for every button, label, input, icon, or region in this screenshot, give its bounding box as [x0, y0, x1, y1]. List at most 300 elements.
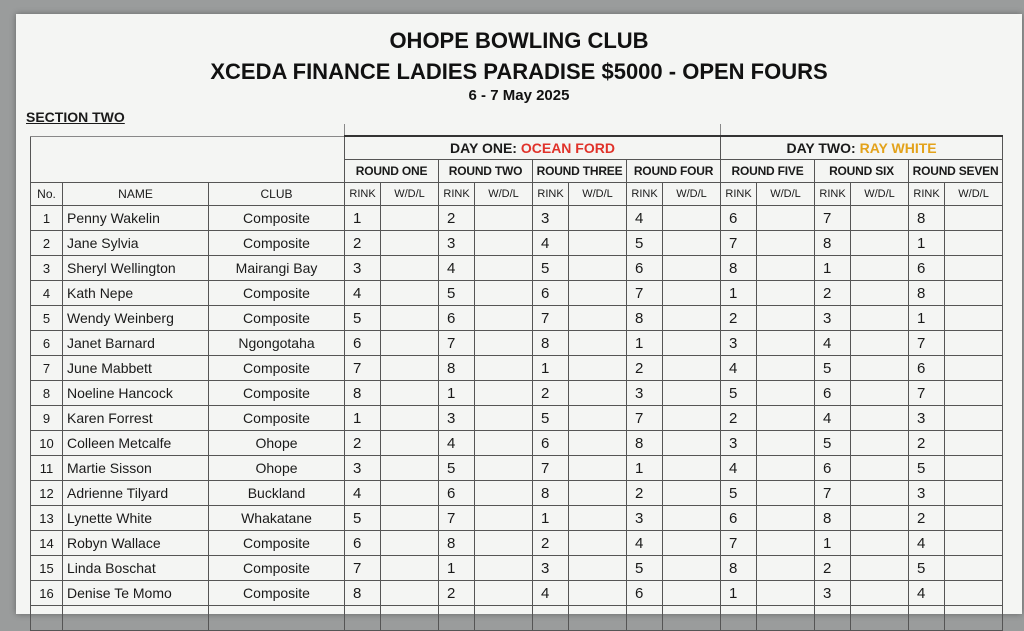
rink-cell: 2 [721, 406, 757, 431]
wdl-cell[interactable] [569, 281, 627, 306]
player-club: Composite [209, 531, 345, 556]
wdl-cell[interactable] [851, 556, 909, 581]
wdl-cell[interactable] [475, 331, 533, 356]
table-row [31, 456, 1003, 481]
wdl-cell[interactable] [945, 431, 1003, 456]
wdl-cell[interactable] [569, 381, 627, 406]
player-club: Composite [209, 556, 345, 581]
wdl-cell[interactable] [569, 506, 627, 531]
rink-cell: 5 [627, 231, 663, 256]
wdl-cell[interactable] [475, 256, 533, 281]
wdl-cell[interactable] [475, 206, 533, 231]
wdl-cell[interactable] [663, 481, 721, 506]
rink-cell: 5 [345, 506, 381, 531]
rink-cell: 2 [533, 381, 569, 406]
empty-cell [381, 606, 439, 631]
player-number: 11 [31, 456, 63, 481]
rink-cell: 7 [345, 556, 381, 581]
player-club: Whakatane [209, 506, 345, 531]
rink-cell: 6 [909, 356, 945, 381]
table-body [31, 125, 1003, 631]
wdl-cell[interactable] [381, 581, 439, 606]
rink-cell: 7 [815, 206, 851, 231]
wdl-cell[interactable] [663, 331, 721, 356]
wdl-cell[interactable] [851, 431, 909, 456]
empty-cell [533, 606, 569, 631]
wdl-cell[interactable] [381, 231, 439, 256]
empty-cell [815, 606, 851, 631]
rink-cell: 2 [909, 506, 945, 531]
rink-cell: 8 [721, 256, 757, 281]
rink-cell: 7 [533, 456, 569, 481]
player-club: Ohope [209, 431, 345, 456]
wdl-cell[interactable] [757, 456, 815, 481]
wdl-cell[interactable] [757, 331, 815, 356]
wdl-cell[interactable] [851, 581, 909, 606]
table-row [31, 531, 1003, 556]
section-title: SECTION TWO [26, 109, 125, 125]
rink-header: RINK [909, 183, 945, 206]
wdl-cell[interactable] [663, 381, 721, 406]
rink-cell: 7 [345, 356, 381, 381]
rink-cell: 4 [815, 331, 851, 356]
rink-cell: 8 [533, 331, 569, 356]
rink-cell: 1 [345, 406, 381, 431]
wdl-cell[interactable] [569, 581, 627, 606]
rink-cell: 1 [439, 381, 475, 406]
rink-cell: 2 [439, 206, 475, 231]
rink-cell: 8 [533, 481, 569, 506]
wdl-cell[interactable] [381, 331, 439, 356]
wdl-cell[interactable] [663, 456, 721, 481]
player-name: Kath Nepe [63, 281, 209, 306]
round-one-header: ROUND ONE [345, 160, 439, 183]
player-club: Composite [209, 306, 345, 331]
wdl-cell[interactable] [945, 381, 1003, 406]
rink-cell: 8 [439, 356, 475, 381]
wdl-cell[interactable] [757, 431, 815, 456]
empty-cell [63, 606, 209, 631]
wdl-cell[interactable] [663, 506, 721, 531]
rink-cell: 2 [815, 556, 851, 581]
empty-cell [209, 606, 345, 631]
rink-cell: 6 [439, 306, 475, 331]
wdl-cell[interactable] [757, 256, 815, 281]
event-dates: 6 - 7 May 2025 [468, 87, 570, 104]
wdl-cell[interactable] [475, 456, 533, 481]
wdl-cell[interactable] [663, 581, 721, 606]
rink-cell: 3 [909, 481, 945, 506]
wdl-cell[interactable] [569, 406, 627, 431]
day-one-header: DAY ONE: OCEAN FORD [345, 136, 721, 160]
player-name: Colleen Metcalfe [63, 431, 209, 456]
rink-cell: 7 [439, 506, 475, 531]
rink-cell: 7 [721, 531, 757, 556]
wdl-cell[interactable] [381, 306, 439, 331]
wdl-cell[interactable] [945, 281, 1003, 306]
round-five-header: ROUND FIVE [721, 160, 815, 183]
wdl-cell[interactable] [851, 356, 909, 381]
wdl-cell[interactable] [945, 581, 1003, 606]
rink-cell: 1 [533, 506, 569, 531]
no-header: No. [31, 183, 63, 206]
table-row [31, 556, 1003, 581]
player-number: 3 [31, 256, 63, 281]
rink-cell: 2 [627, 481, 663, 506]
rink-cell: 5 [909, 556, 945, 581]
rink-cell: 1 [533, 356, 569, 381]
rink-cell: 2 [439, 581, 475, 606]
wdl-cell[interactable] [851, 231, 909, 256]
rink-cell: 2 [627, 356, 663, 381]
rink-cell: 4 [815, 406, 851, 431]
player-name: Wendy Weinberg [63, 306, 209, 331]
rink-cell: 7 [909, 331, 945, 356]
wdl-cell[interactable] [381, 481, 439, 506]
rink-cell: 4 [909, 531, 945, 556]
player-name: Robyn Wallace [63, 531, 209, 556]
draw-table [30, 124, 1003, 631]
rink-cell: 2 [909, 431, 945, 456]
rink-cell: 6 [815, 381, 851, 406]
table-row [31, 481, 1003, 506]
rink-cell: 3 [439, 406, 475, 431]
wdl-cell[interactable] [945, 481, 1003, 506]
rink-cell: 6 [815, 456, 851, 481]
wdl-cell[interactable] [757, 231, 815, 256]
rink-cell: 2 [815, 281, 851, 306]
rink-cell: 8 [345, 581, 381, 606]
empty-cell [721, 606, 757, 631]
rink-cell: 3 [533, 206, 569, 231]
rink-cell: 2 [533, 531, 569, 556]
wdl-header: W/D/L [851, 183, 909, 206]
wdl-cell[interactable] [757, 281, 815, 306]
rink-header: RINK [815, 183, 851, 206]
round-four-header: ROUND FOUR [627, 160, 721, 183]
wdl-cell[interactable] [569, 481, 627, 506]
wdl-cell[interactable] [757, 356, 815, 381]
wdl-header: W/D/L [569, 183, 627, 206]
rink-cell: 6 [345, 531, 381, 556]
round-three-header: ROUND THREE [533, 160, 627, 183]
rink-cell: 4 [533, 581, 569, 606]
empty-cell [757, 606, 815, 631]
table-row [31, 231, 1003, 256]
rink-cell: 7 [627, 281, 663, 306]
rink-cell: 8 [439, 531, 475, 556]
rink-cell: 6 [721, 506, 757, 531]
rink-cell: 8 [909, 206, 945, 231]
wdl-cell[interactable] [475, 306, 533, 331]
rink-cell: 4 [439, 431, 475, 456]
rink-cell: 7 [909, 381, 945, 406]
wdl-cell[interactable] [851, 256, 909, 281]
empty-cell [475, 606, 533, 631]
rink-cell: 5 [815, 431, 851, 456]
empty-cell [31, 606, 63, 631]
player-name: Linda Boschat [63, 556, 209, 581]
rink-cell: 3 [345, 256, 381, 281]
day-two-header: DAY TWO: RAY WHITE [721, 136, 1003, 160]
wdl-cell[interactable] [851, 406, 909, 431]
wdl-cell[interactable] [475, 281, 533, 306]
table-row [31, 281, 1003, 306]
player-name: Janet Barnard [63, 331, 209, 356]
rink-header: RINK [345, 183, 381, 206]
player-number: 4 [31, 281, 63, 306]
player-name: Penny Wakelin [63, 206, 209, 231]
wdl-cell[interactable] [381, 206, 439, 231]
wdl-cell[interactable] [945, 331, 1003, 356]
rink-cell: 1 [909, 231, 945, 256]
wdl-cell[interactable] [475, 356, 533, 381]
wdl-cell[interactable] [569, 456, 627, 481]
rink-cell: 4 [627, 206, 663, 231]
wdl-cell[interactable] [475, 481, 533, 506]
empty-row [31, 606, 1003, 631]
day-one-sponsor: OCEAN FORD [520, 140, 615, 156]
rink-cell: 3 [721, 331, 757, 356]
wdl-cell[interactable] [663, 531, 721, 556]
wdl-cell[interactable] [381, 556, 439, 581]
rink-cell: 1 [815, 531, 851, 556]
empty-cell [439, 606, 475, 631]
wdl-cell[interactable] [945, 306, 1003, 331]
rink-cell: 5 [439, 281, 475, 306]
wdl-cell[interactable] [945, 506, 1003, 531]
wdl-cell[interactable] [757, 531, 815, 556]
wdl-cell[interactable] [663, 206, 721, 231]
wdl-cell[interactable] [475, 381, 533, 406]
player-number: 1 [31, 206, 63, 231]
wdl-cell[interactable] [475, 406, 533, 431]
wdl-cell[interactable] [757, 206, 815, 231]
player-number: 12 [31, 481, 63, 506]
wdl-cell[interactable] [663, 406, 721, 431]
player-club: Buckland [209, 481, 345, 506]
wdl-cell[interactable] [663, 556, 721, 581]
rink-cell: 8 [627, 306, 663, 331]
player-number: 10 [31, 431, 63, 456]
wdl-cell[interactable] [569, 206, 627, 231]
wdl-cell[interactable] [381, 281, 439, 306]
rink-cell: 5 [721, 481, 757, 506]
wdl-cell[interactable] [381, 531, 439, 556]
table-row [31, 381, 1003, 406]
player-name: Jane Sylvia [63, 231, 209, 256]
wdl-cell[interactable] [757, 381, 815, 406]
wdl-cell[interactable] [475, 431, 533, 456]
wdl-cell[interactable] [381, 381, 439, 406]
empty-cell [663, 606, 721, 631]
wdl-cell[interactable] [475, 506, 533, 531]
rink-cell: 4 [627, 531, 663, 556]
wdl-cell[interactable] [569, 556, 627, 581]
rink-cell: 8 [815, 231, 851, 256]
wdl-cell[interactable] [757, 481, 815, 506]
wdl-cell[interactable] [757, 506, 815, 531]
rink-cell: 8 [345, 381, 381, 406]
rink-cell: 7 [815, 481, 851, 506]
wdl-cell[interactable] [381, 406, 439, 431]
rink-cell: 3 [627, 381, 663, 406]
wdl-header: W/D/L [945, 183, 1003, 206]
round-seven-header: ROUND SEVEN [909, 160, 1003, 183]
wdl-cell[interactable] [757, 406, 815, 431]
wdl-cell[interactable] [851, 381, 909, 406]
rink-cell: 3 [815, 581, 851, 606]
player-club: Mairangi Bay [209, 256, 345, 281]
player-number: 7 [31, 356, 63, 381]
wdl-cell[interactable] [945, 356, 1003, 381]
wdl-cell[interactable] [851, 206, 909, 231]
table-row [31, 306, 1003, 331]
table-row [31, 206, 1003, 231]
player-club: Composite [209, 281, 345, 306]
wdl-cell[interactable] [381, 456, 439, 481]
club-title: OHOPE BOWLING CLUB [389, 28, 649, 53]
rink-cell: 4 [345, 281, 381, 306]
rink-cell: 3 [345, 456, 381, 481]
player-number: 15 [31, 556, 63, 581]
wdl-cell[interactable] [663, 356, 721, 381]
rink-cell: 5 [815, 356, 851, 381]
table-row [31, 506, 1003, 531]
wdl-cell[interactable] [475, 581, 533, 606]
rink-cell: 8 [721, 556, 757, 581]
club-header: CLUB [209, 183, 345, 206]
rink-cell: 5 [627, 556, 663, 581]
rink-cell: 4 [721, 356, 757, 381]
wdl-cell[interactable] [945, 531, 1003, 556]
rink-cell: 6 [533, 281, 569, 306]
rink-cell: 8 [815, 506, 851, 531]
rink-cell: 2 [345, 231, 381, 256]
wdl-cell[interactable] [663, 306, 721, 331]
round-header-row [31, 160, 1003, 183]
rink-cell: 3 [721, 431, 757, 456]
schedule-sheet [16, 14, 1022, 614]
player-number: 14 [31, 531, 63, 556]
day-two-sponsor: RAY WHITE [859, 140, 937, 156]
rink-cell: 7 [721, 231, 757, 256]
player-club: Composite [209, 206, 345, 231]
wdl-cell[interactable] [569, 256, 627, 281]
wdl-cell[interactable] [945, 556, 1003, 581]
wdl-cell[interactable] [757, 581, 815, 606]
wdl-header: W/D/L [663, 183, 721, 206]
wdl-cell[interactable] [569, 231, 627, 256]
rink-cell: 6 [345, 331, 381, 356]
wdl-cell[interactable] [663, 231, 721, 256]
wdl-cell[interactable] [851, 281, 909, 306]
wdl-cell[interactable] [381, 356, 439, 381]
player-name: Lynette White [63, 506, 209, 531]
rink-cell: 1 [439, 556, 475, 581]
wdl-cell[interactable] [945, 231, 1003, 256]
wdl-cell[interactable] [945, 406, 1003, 431]
rink-cell: 8 [627, 431, 663, 456]
player-name: Karen Forrest [63, 406, 209, 431]
rink-cell: 4 [439, 256, 475, 281]
wdl-cell[interactable] [663, 281, 721, 306]
wdl-cell[interactable] [851, 456, 909, 481]
wdl-header: W/D/L [757, 183, 815, 206]
wdl-cell[interactable] [569, 431, 627, 456]
player-number: 16 [31, 581, 63, 606]
rink-cell: 6 [439, 481, 475, 506]
rink-cell: 1 [627, 331, 663, 356]
rink-cell: 2 [721, 306, 757, 331]
spacer-row [31, 125, 1003, 137]
player-name: Adrienne Tilyard [63, 481, 209, 506]
rink-cell: 6 [627, 581, 663, 606]
rink-cell: 4 [345, 481, 381, 506]
table-row [31, 356, 1003, 381]
rink-cell: 2 [345, 431, 381, 456]
wdl-cell[interactable] [851, 531, 909, 556]
rink-cell: 7 [439, 331, 475, 356]
wdl-cell[interactable] [475, 531, 533, 556]
rink-cell: 4 [721, 456, 757, 481]
player-club: Ohope [209, 456, 345, 481]
wdl-cell[interactable] [945, 256, 1003, 281]
wdl-cell[interactable] [663, 256, 721, 281]
empty-cell [627, 606, 663, 631]
wdl-cell[interactable] [945, 206, 1003, 231]
wdl-cell[interactable] [381, 506, 439, 531]
round-six-header: ROUND SIX [815, 160, 909, 183]
player-number: 2 [31, 231, 63, 256]
rink-cell: 1 [345, 206, 381, 231]
wdl-cell[interactable] [569, 356, 627, 381]
wdl-cell[interactable] [569, 331, 627, 356]
player-number: 6 [31, 331, 63, 356]
wdl-cell[interactable] [569, 531, 627, 556]
player-club: Ngongotaha [209, 331, 345, 356]
empty-cell [909, 606, 945, 631]
player-number: 9 [31, 406, 63, 431]
wdl-cell[interactable] [475, 556, 533, 581]
wdl-cell[interactable] [945, 456, 1003, 481]
empty-cell [569, 606, 627, 631]
wdl-cell[interactable] [851, 306, 909, 331]
wdl-cell[interactable] [381, 256, 439, 281]
wdl-cell[interactable] [757, 306, 815, 331]
event-title: XCEDA FINANCE LADIES PARADISE $5000 - OPEN FOURS [210, 59, 828, 84]
table-row [31, 256, 1003, 281]
rink-cell: 8 [909, 281, 945, 306]
player-name: Noeline Hancock [63, 381, 209, 406]
table-row [31, 581, 1003, 606]
player-club: Composite [209, 381, 345, 406]
rink-header: RINK [439, 183, 475, 206]
wdl-cell[interactable] [475, 231, 533, 256]
rink-cell: 6 [533, 431, 569, 456]
player-club: Composite [209, 231, 345, 256]
table-row [31, 431, 1003, 456]
wdl-cell[interactable] [381, 431, 439, 456]
wdl-cell[interactable] [851, 506, 909, 531]
rink-cell: 6 [721, 206, 757, 231]
wdl-cell[interactable] [851, 481, 909, 506]
wdl-cell[interactable] [663, 431, 721, 456]
wdl-cell[interactable] [757, 556, 815, 581]
wdl-cell[interactable] [851, 331, 909, 356]
player-club: Composite [209, 581, 345, 606]
wdl-cell[interactable] [569, 306, 627, 331]
